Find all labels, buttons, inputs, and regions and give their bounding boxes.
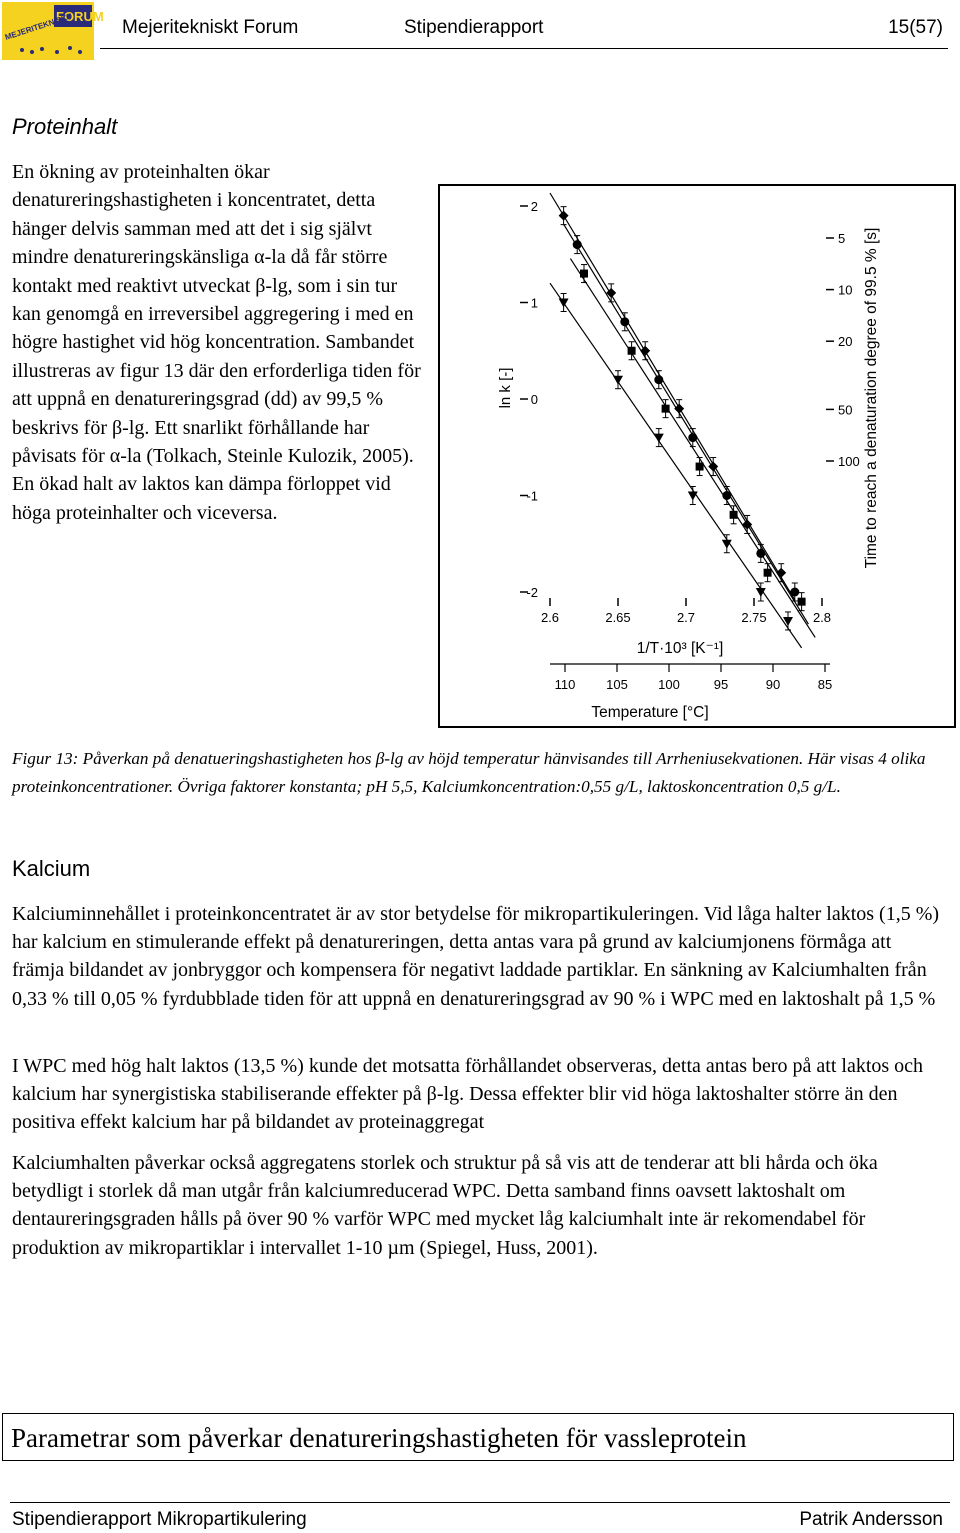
right-tick-label: 100	[838, 454, 860, 469]
figure-caption-block	[12, 745, 948, 800]
series-4-fit-line	[550, 283, 802, 648]
right-axis-label: Time to reach a denaturation degree of 99.5 % [s]	[863, 227, 880, 569]
series-3-point	[662, 405, 670, 413]
page-header	[0, 0, 960, 52]
series-3-point	[580, 270, 588, 278]
footer-right: Patrik Andersson	[799, 1509, 943, 1530]
x-tick-label: 2.7	[676, 610, 696, 625]
mejeritekniskt-forum-logo	[2, 2, 104, 60]
protein-paragraph-column	[12, 158, 422, 527]
series-4-point	[654, 434, 664, 443]
figure-caption: Figur 13: Påverkan på denatueringshastigheten hos β-lg av höjd temperatur hänvisandes till Arrheniusekvationen. Här visas 4 olika proteinkoncentrationer. Övriga faktorer konstanta; pH 5,5, Kalciumkoncentration:0,55 g/L, laktoskoncentration 0,5 g/L.	[12, 749, 926, 796]
temperature-tick-label: 100	[658, 677, 680, 692]
header-left: Mejeritekniskt Forum	[122, 17, 299, 38]
right-tick-label: 5	[838, 231, 846, 246]
series-2-point	[620, 317, 629, 326]
page-number: 15(57)	[888, 17, 943, 38]
series-2-point	[573, 240, 582, 249]
calcium-heading: Kalcium	[12, 856, 91, 881]
temperature-tick-label: 95	[713, 677, 729, 692]
x-tick-label: 2.65	[605, 610, 631, 625]
section-title-box	[2, 1413, 954, 1461]
temperature-tick-label: 110	[554, 677, 576, 692]
right-tick-label: 20	[838, 334, 853, 350]
x-tick-label: 2.75	[741, 610, 767, 625]
series-2-point	[688, 433, 697, 442]
y-tick-label: -1	[526, 488, 538, 504]
x-tick-label: 2.6	[540, 610, 560, 625]
series-3-point	[798, 598, 806, 606]
header-rule	[100, 48, 948, 49]
protein-paragraph: En ökning av proteinhalten ökar denatureringshastigheten i koncentratet, detta hänger delvis samman med att det i sig självt mindre denatureringskänsliga α-la då får större kontakt med reaktivt utveckat β-lg, som i sin tur kan genomgå en irreversibel aggregering i med en högre hastighet vid hög koncentration. Sambandet illustreras av figur 13 där den erforderliga tiden för att uppnå en denatureringsgrad (dd) av 99,5 % beskrivs för β-lg. Ett snarlikt förhållande har påvisats för α-la (Tolkach, Steinle Kulozik, 2005). En ökad halt av laktos kan dämpa förloppet vid höga proteinhalter och viceversa.	[12, 161, 421, 524]
series-2-point	[654, 375, 663, 384]
section-title: Parametrar som påverkar denatureringshastigheten för vassleprotein	[11, 1423, 747, 1453]
series-4-point	[756, 588, 766, 597]
x-axis-label: 1/T·10³ [K⁻¹]	[636, 640, 724, 657]
calcium-paragraph-3-block	[12, 1149, 948, 1262]
y-tick-label: 2	[530, 199, 538, 214]
footer-left: Stipendierapport Mikropartikulering	[12, 1509, 307, 1530]
series-3-point	[696, 463, 704, 471]
series-2-fit-line	[564, 224, 809, 624]
series-4-point	[783, 617, 793, 626]
calcium-paragraph-2-block	[12, 1052, 948, 1137]
series-3-point	[764, 569, 772, 577]
plot-area	[520, 193, 860, 692]
arrhenius-chart	[440, 186, 954, 726]
footer-rule	[10, 1502, 950, 1503]
series-4-point	[559, 299, 569, 308]
right-tick-label: 50	[838, 402, 853, 418]
figure-13	[438, 184, 956, 728]
y-tick-label: 1	[530, 295, 538, 311]
svg-text:MEJERITEKNISKT: MEJERITEKNISKT	[3, 11, 73, 42]
y-tick-label: -2	[526, 585, 538, 600]
series-1-point	[776, 568, 786, 578]
series-2-point	[790, 588, 799, 597]
series-3-point	[628, 347, 636, 355]
right-tick-label: 10	[838, 282, 853, 298]
series-4-point	[613, 376, 623, 385]
temperature-tick-label: 105	[606, 677, 628, 692]
calcium-paragraph-2: I WPC med hög halt laktos (13,5 %) kunde det motsatta förhållandet observeras, detta antas bero på att laktos och kalcium har synergistiska stabiliserande effekter på β-lg. Dessa effekter blir vid höga laktoshalter större än den positiva effekt kalcium har på bildandet av proteinaggregat	[12, 1055, 924, 1134]
calcium-paragraph-1: Kalciuminnehållet i proteinkoncentratet är av stor betydelse för mikropartikuleringen. Vid låga halter laktos (1,5 %) har kalcium en stimulerande effekt på denatureringen, detta antas vara på grund av kalciumjonens förmåga att främja bildandet av jonbryggor och kompensera för negativt laddade partiklar. En sänkning av Kalciumhalten från 0,33 % till 0,05 % fyrdubblade tiden för att uppnå en denatureringsgrad av 90 % i WPC med en laktoshalt på 1,5 %	[12, 903, 940, 1010]
header-center: Stipendierapport	[404, 17, 544, 38]
protein-heading: Proteinhalt	[12, 114, 118, 139]
temperature-tick-label: 85	[817, 677, 833, 692]
x-tick-label: 2.8	[812, 610, 832, 625]
logo-text: FORUM	[56, 9, 104, 24]
series-3-point	[730, 511, 738, 519]
series-1-fit-line	[550, 193, 795, 600]
series-3-fit-line	[570, 259, 815, 638]
calcium-paragraph-3: Kalciumhalten påverkar också aggregatens storlek och struktur på så vis att de tenderar att bli hårda och öka betydligt i storlek då man utgår från kalciumreducerad WPC. Detta samband finns oavsett laktoshalt om dentaureringsgraden hålls på över 90 % varför WPC med mycket låg kalciumhalt inte är rekomendabel för produktion av mikropartiklar i intervallet 1-10 µm (Spiegel, Huss, 2001).	[12, 1152, 878, 1259]
y-axis-label: ln k [-]	[497, 367, 514, 409]
y-tick-label: 0	[530, 392, 538, 407]
series-1-point	[559, 211, 569, 221]
temperature-tick-label: 90	[765, 677, 781, 692]
calcium-paragraph-1-block	[12, 900, 948, 1013]
temperature-axis-label: Temperature [°C]	[591, 704, 709, 721]
